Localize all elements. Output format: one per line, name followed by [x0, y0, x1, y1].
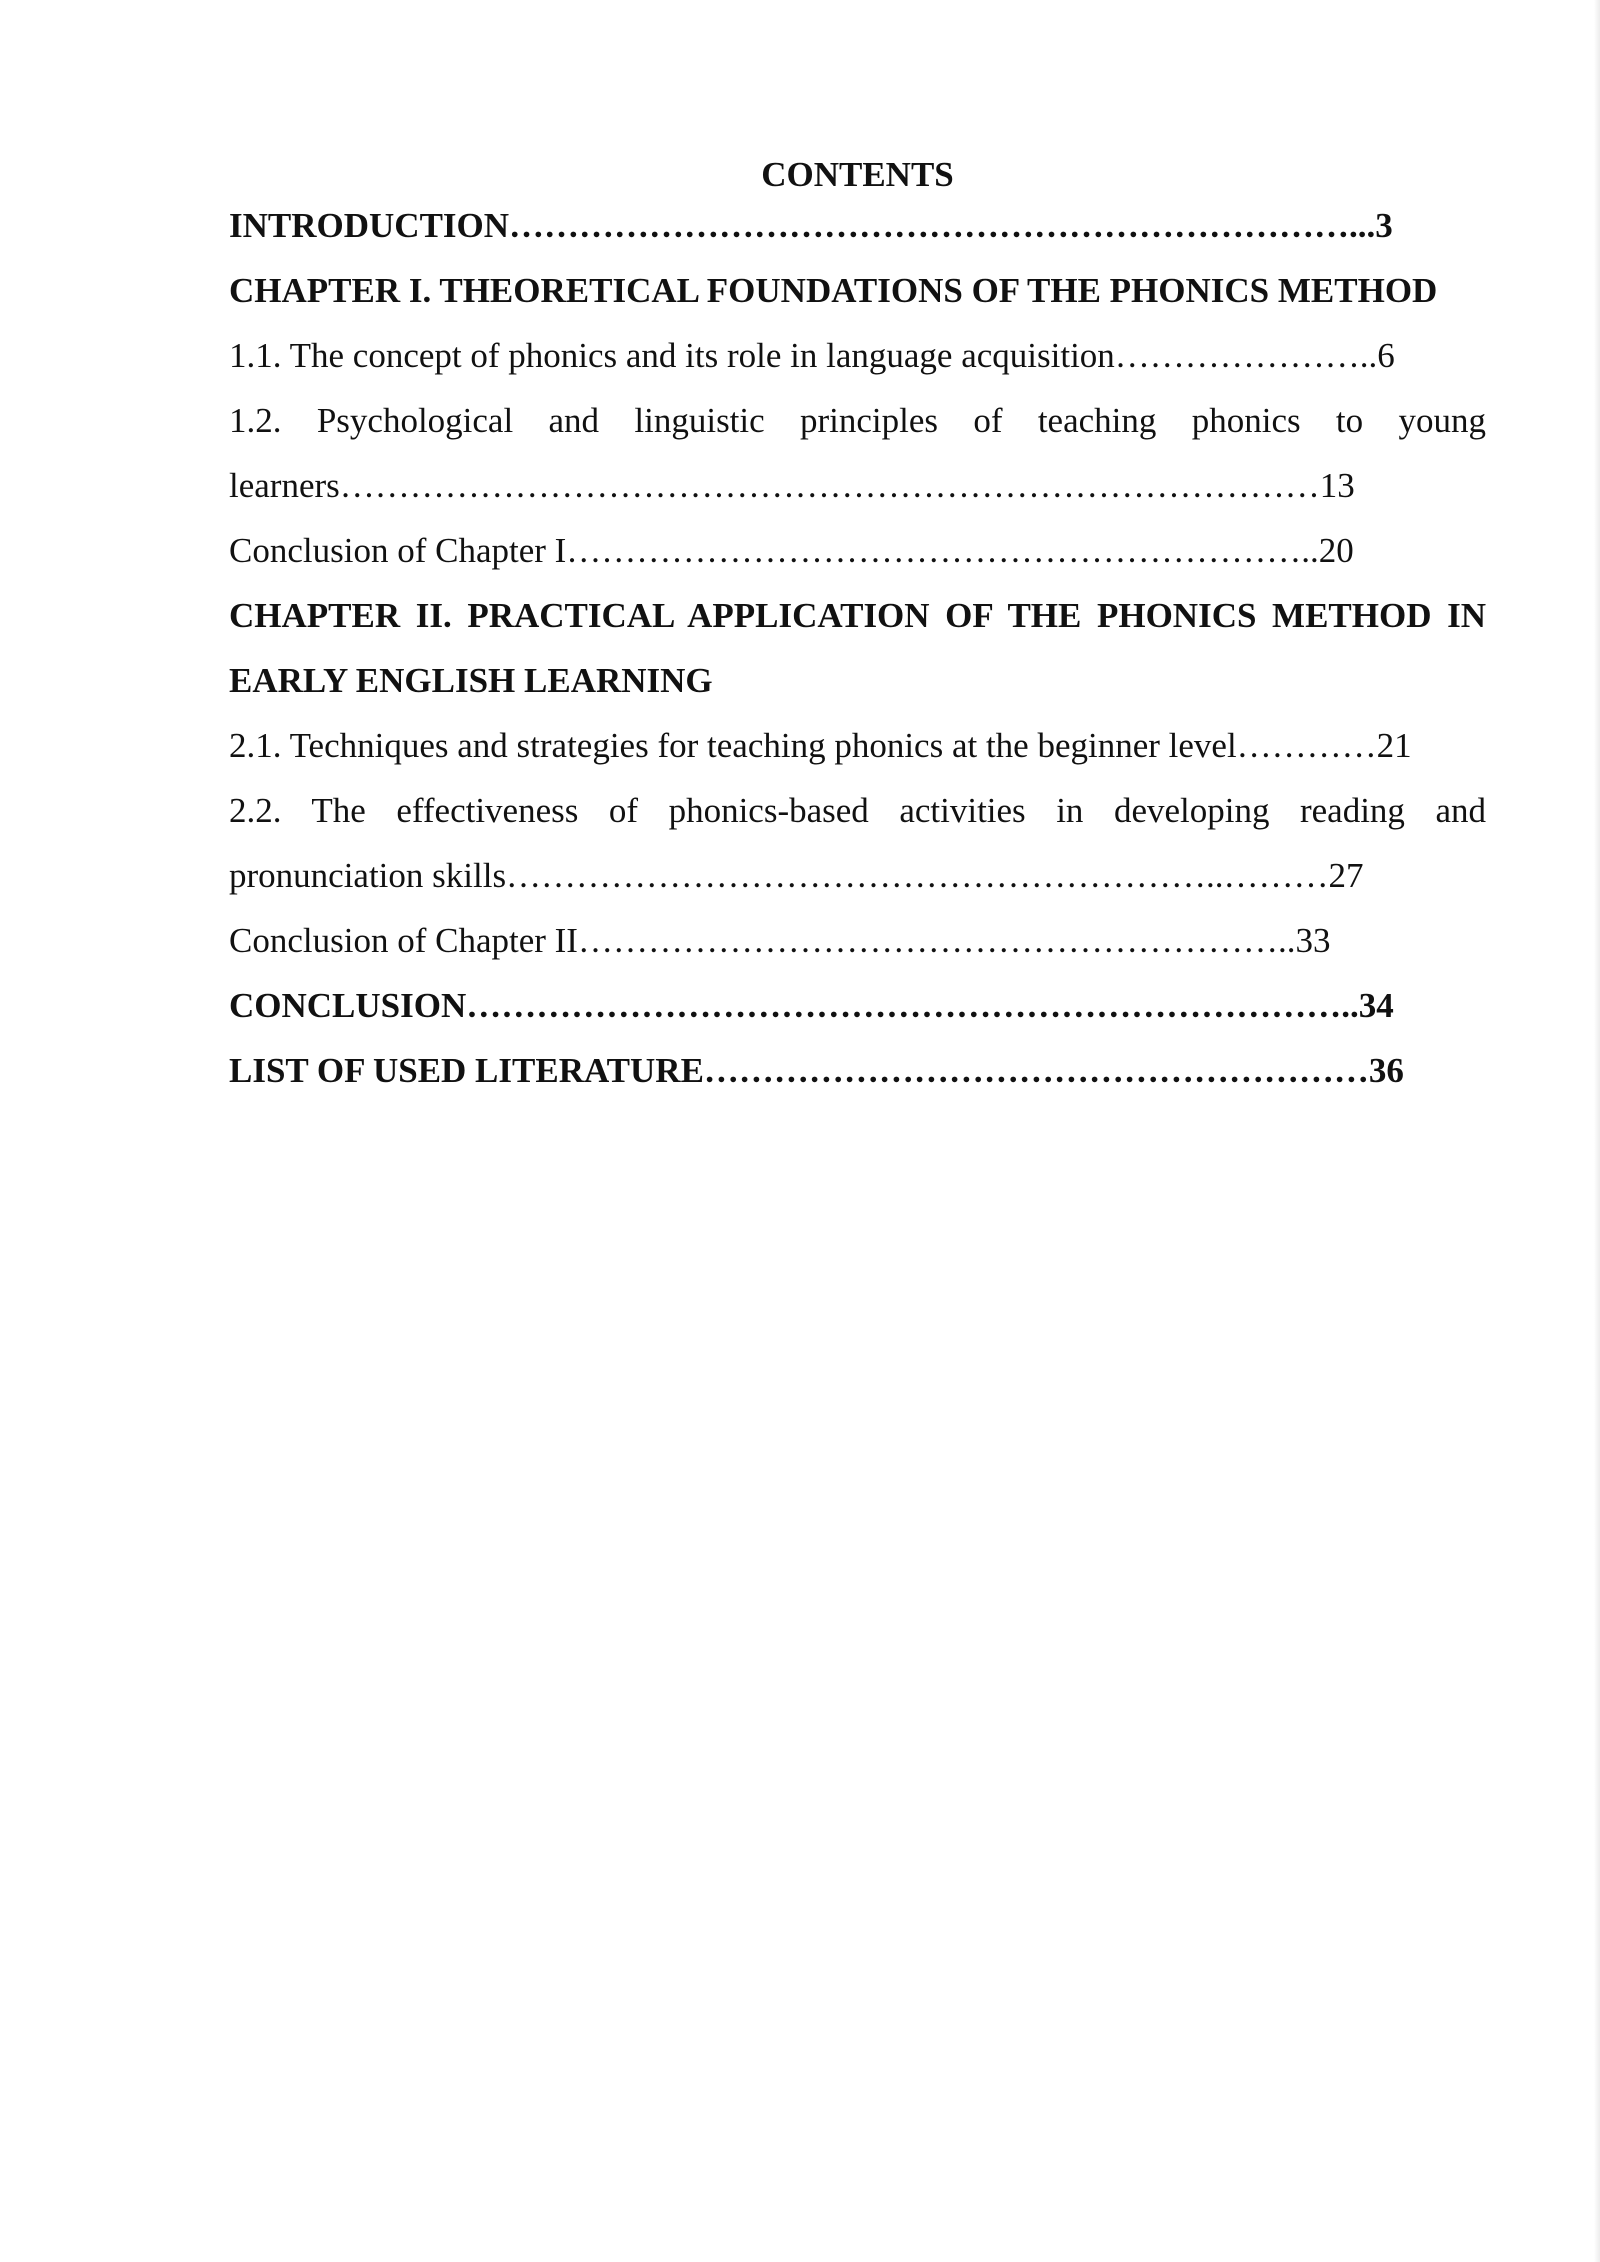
toc-entry-1-2: 1.2. Psychological and linguistic principles of teaching phonics to young learners…………………………………………………………………………13 — [229, 401, 1486, 505]
table-of-contents — [229, 150, 1486, 1103]
toc-entry-2-1: 2.1. Techniques and strategies for teaching phonics at the beginner level…………21 — [229, 726, 1412, 765]
toc-entry-1-1: 1.1. The concept of phonics and its role in language acquisition…………………..6 — [229, 336, 1395, 375]
toc-entry-literature: LIST OF USED LITERATURE…………………………………………………36 — [229, 1051, 1404, 1090]
toc-entry-introduction: INTRODUCTION………………………………………………………………...3 — [229, 206, 1393, 245]
toc-entry-conclusion-chapter-2: Conclusion of Chapter II……………………………………………………..33 — [229, 921, 1331, 960]
page-edge-shadow — [1594, 0, 1600, 2262]
toc-entry-conclusion: CONCLUSION…………………………………………………………………..34 — [229, 986, 1394, 1025]
contents-heading: CONTENTS — [761, 155, 954, 194]
toc-entry-conclusion-chapter-1: Conclusion of Chapter I………………………………………………………..20 — [229, 531, 1354, 570]
toc-entry-chapter-2: CHAPTER II. PRACTICAL APPLICATION OF THE PHONICS METHOD IN EARLY ENGLISH LEARNING — [229, 596, 1486, 700]
toc-entry-chapter-1: CHAPTER I. THEORETICAL FOUNDATIONS OF THE PHONICS METHOD — [229, 271, 1438, 310]
toc-entry-2-2: 2.2. The effectiveness of phonics-based activities in developing reading and pronunciation skills……………………………………………………..………27 — [229, 791, 1486, 895]
